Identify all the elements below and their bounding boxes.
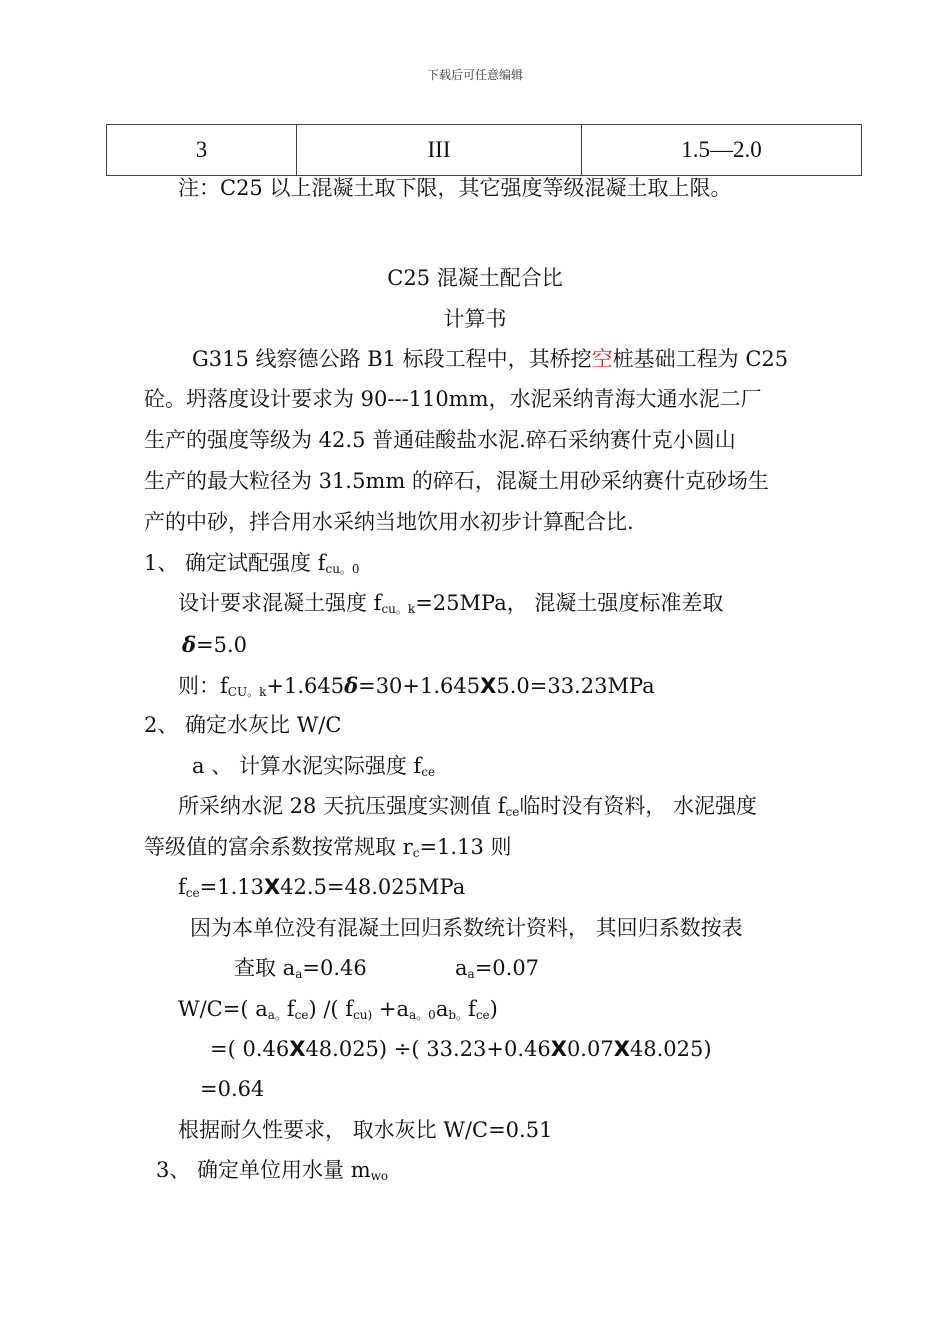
s1-delta-line — [182, 634, 247, 656]
table-cell: III — [297, 125, 582, 176]
text: 等级值的富余系数按常规取 r — [144, 835, 413, 859]
intro-text: 桩基础工程为 C25 — [612, 347, 789, 371]
intro-line-5: 产的中砂，拌合用水采纳当地饮用水初步计算配合比. — [144, 510, 634, 534]
subscript: cu。0 — [325, 562, 360, 576]
delta-symbol: δ — [182, 632, 197, 657]
text: f — [178, 875, 186, 899]
text: +a — [372, 997, 410, 1021]
wc-result: =0.64 — [200, 1077, 265, 1101]
text: =0.07 — [474, 956, 540, 980]
text: ) — [489, 997, 498, 1021]
text: 则：f — [178, 674, 228, 698]
table-row — [107, 125, 862, 176]
parameter-table — [106, 124, 862, 176]
text: W/C=( a — [178, 997, 268, 1021]
section-2-heading: 2、 确定水灰比 W/C — [144, 713, 342, 737]
multiply-symbol: X — [289, 1037, 306, 1061]
subscript: cu) — [353, 1008, 373, 1022]
s2a-heading — [192, 756, 435, 778]
document-subtitle: 计算书 — [443, 307, 507, 331]
text: ) /( f — [308, 997, 354, 1021]
page-header-watermark: 下载后可任意编辑 — [426, 68, 523, 82]
intro-line-1 — [192, 349, 788, 370]
subscript: ce — [185, 886, 200, 900]
text: 临时没有资料， 水泥强度 — [519, 794, 758, 818]
text: 0.07 — [566, 1037, 614, 1061]
s2-para-line-1 — [178, 796, 757, 818]
text: 设计要求混凝土强度 f — [178, 591, 382, 615]
intro-line-4: 生产的最大粒径为 31.5mm 的碎石，混凝土用砂采纳赛什克砂场生 — [144, 469, 769, 493]
text: a 、 计算水泥实际强度 f — [192, 754, 422, 778]
s2-para-line-3: 因为本单位没有混凝土回归系数统计资料， 其回归系数按表 — [190, 916, 743, 940]
multiply-symbol: X — [480, 674, 497, 698]
text: =1.13 — [199, 875, 264, 899]
subscript: ce — [421, 765, 436, 779]
multiply-symbol: X — [550, 1037, 567, 1061]
intro-line-3: 生产的强度等级为 42.5 普通硅酸盐水泥.碎石采纳赛什克小圆山 — [144, 428, 736, 452]
text: =25MPa， 混凝土强度标准差取 — [415, 591, 724, 615]
subscript: ce — [505, 805, 520, 819]
text: 5.0=33.23MPa — [496, 674, 655, 698]
text: =( 0.46 — [210, 1037, 290, 1061]
subscript: b。 — [448, 1008, 469, 1022]
s2-fce-formula — [178, 877, 465, 899]
text: 查取 a — [234, 956, 296, 980]
subscript: ce — [294, 1008, 309, 1022]
heading-text: 3、 确定单位用水量 m — [156, 1158, 371, 1182]
s2-coefficients-line — [234, 958, 367, 980]
text: =30+1.645 — [358, 674, 481, 698]
s1-design-line — [178, 593, 723, 615]
subscript: c — [412, 846, 420, 860]
subscript: wo — [370, 1169, 389, 1183]
text: 48.025) ÷( 33.23+0.46 — [305, 1037, 551, 1061]
subscript: a — [295, 967, 303, 981]
text: a — [455, 956, 468, 980]
text: f — [468, 997, 476, 1021]
multiply-symbol: X — [613, 1037, 630, 1061]
wc-substitution — [210, 1039, 712, 1060]
delta-symbol: δ — [344, 673, 359, 698]
text: 48.025) — [629, 1037, 712, 1061]
intro-line-2: 砼。坍落度设计要求为 90---110mm，水泥采纳青海大通水泥二厂 — [144, 387, 762, 411]
highlighted-char: 空 — [591, 347, 613, 371]
table-cell: 1.5—2.0 — [582, 125, 862, 176]
s2-para-line-2 — [144, 837, 511, 859]
s1-formula-line — [178, 675, 655, 698]
table-note: 注：C25 以上混凝土取下限，其它强度等级混凝土取上限。 — [178, 176, 732, 200]
section-3-heading — [156, 1160, 388, 1182]
subscript: ce — [475, 1008, 490, 1022]
intro-text: G315 线察德公路 B1 标段工程中，其桥挖 — [192, 347, 592, 371]
wc-formula — [178, 999, 498, 1021]
document-title: C25 混凝土配合比 — [387, 266, 563, 290]
table-cell: 3 — [107, 125, 297, 176]
text: 所采纳水泥 28 天抗压强度实测值 f — [178, 794, 506, 818]
subscript: a。 — [267, 1008, 287, 1022]
durability-line: 根据耐久性要求， 取水灰比 W/C=0.51 — [178, 1118, 553, 1142]
text: =5.0 — [196, 633, 248, 657]
section-1-heading — [144, 553, 360, 575]
text: =1.13 则 — [419, 835, 512, 859]
s2-coefficient-b — [455, 958, 539, 980]
text: f — [286, 997, 295, 1021]
subscript: a — [467, 967, 475, 981]
text: +1.645 — [266, 674, 345, 698]
subscript: a。0 — [409, 1008, 436, 1022]
multiply-symbol: X — [263, 875, 281, 899]
text: 42.5=48.025MPa — [280, 875, 466, 899]
heading-text: 1、 确定试配强度 f — [144, 551, 326, 575]
subscript: cu。k — [381, 602, 416, 616]
text: =0.46 — [302, 956, 367, 980]
text: a — [435, 997, 449, 1021]
subscript: CU。k — [227, 685, 267, 699]
